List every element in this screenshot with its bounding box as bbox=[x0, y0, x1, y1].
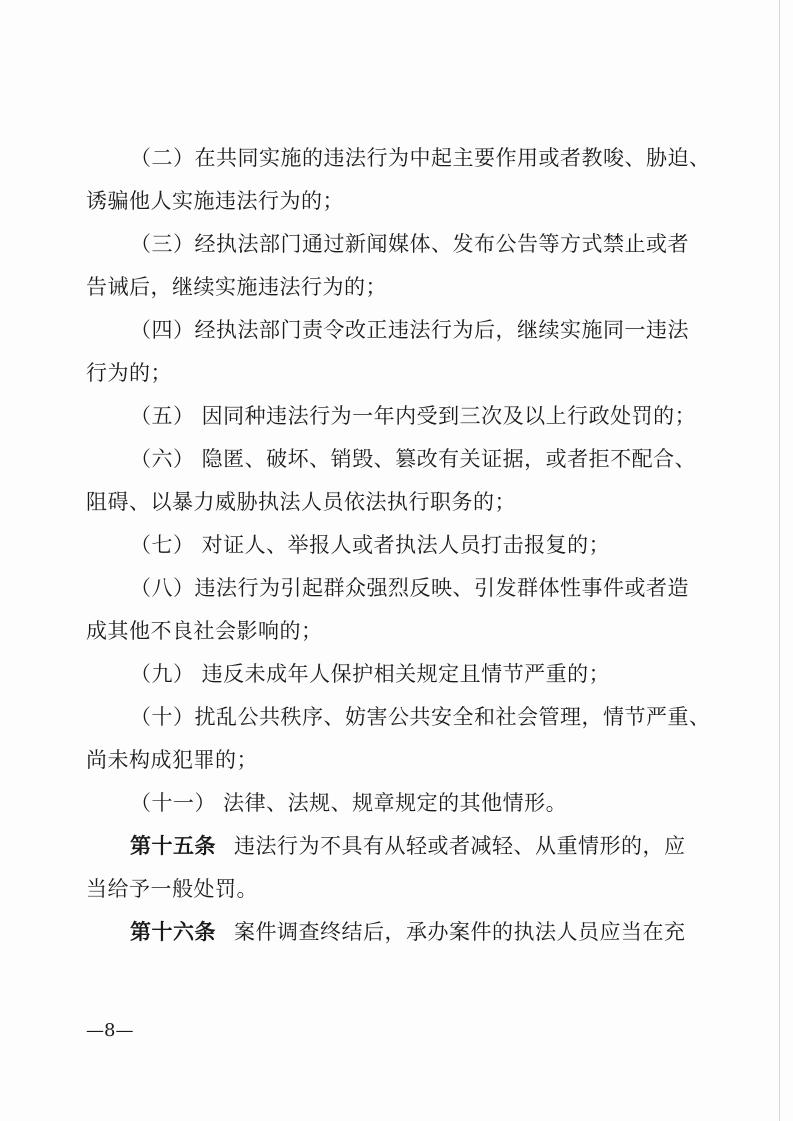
item-8-line-2: 成其他不良社会影响的； bbox=[86, 619, 323, 643]
item-2-line-1: （二）在共同实施的违法行为中起主要作用或者教唆、胁迫、 bbox=[130, 146, 711, 170]
article-15-line-1 bbox=[130, 831, 730, 861]
item-6-line-2: 阻碍、以暴力威胁执法人员依法执行职务的； bbox=[86, 490, 516, 514]
article-16-heading: 第十六条 bbox=[130, 919, 216, 944]
item-9-line-1: （九） 违反未成年人保护相关规定且情节严重的； bbox=[130, 662, 611, 686]
page-number: —8— bbox=[86, 1020, 134, 1041]
item-2-line-2: 诱骗他人实施违法行为的； bbox=[86, 189, 344, 213]
item-11-line-1: （十一） 法律、法规、规章规定的其他情形。 bbox=[130, 791, 568, 815]
article-15-text: 违法行为不具有从轻或者减轻、从重情形的，应 bbox=[234, 834, 686, 858]
item-3-line-1: （三）经执法部门通过新闻媒体、发布公告等方式禁止或者 bbox=[130, 232, 689, 256]
article-16-text: 案件调查终结后，承办案件的执法人员应当在充 bbox=[234, 920, 686, 944]
article-15-line-2: 当给予一般处罚。 bbox=[86, 877, 258, 901]
item-8-line-1: （八）违法行为引起群众强烈反映、引发群体性事件或者造 bbox=[130, 576, 689, 600]
item-6-line-1: （六） 隐匿、破坏、销毁、篡改有关证据，或者拒不配合、 bbox=[130, 447, 697, 471]
article-15-heading: 第十五条 bbox=[130, 833, 216, 858]
item-4-line-2: 行为的； bbox=[86, 361, 172, 385]
item-7-line-1: （七） 对证人、举报人或者执法人员打击报复的； bbox=[130, 533, 611, 557]
item-3-line-2: 告诫后，继续实施违法行为的； bbox=[86, 275, 387, 299]
article-16-line-1 bbox=[130, 917, 730, 947]
item-4-line-1: （四）经执法部门责令改正违法行为后，继续实施同一违法 bbox=[130, 318, 689, 342]
scan-edge-line bbox=[779, 0, 780, 1121]
item-10-line-1: （十）扰乱公共秩序、妨害公共安全和社会管理，情节严重、 bbox=[130, 705, 711, 729]
item-5-line-1: （五） 因同种违法行为一年内受到三次及以上行政处罚的； bbox=[130, 404, 697, 428]
item-10-line-2: 尚未构成犯罪的； bbox=[86, 748, 258, 772]
